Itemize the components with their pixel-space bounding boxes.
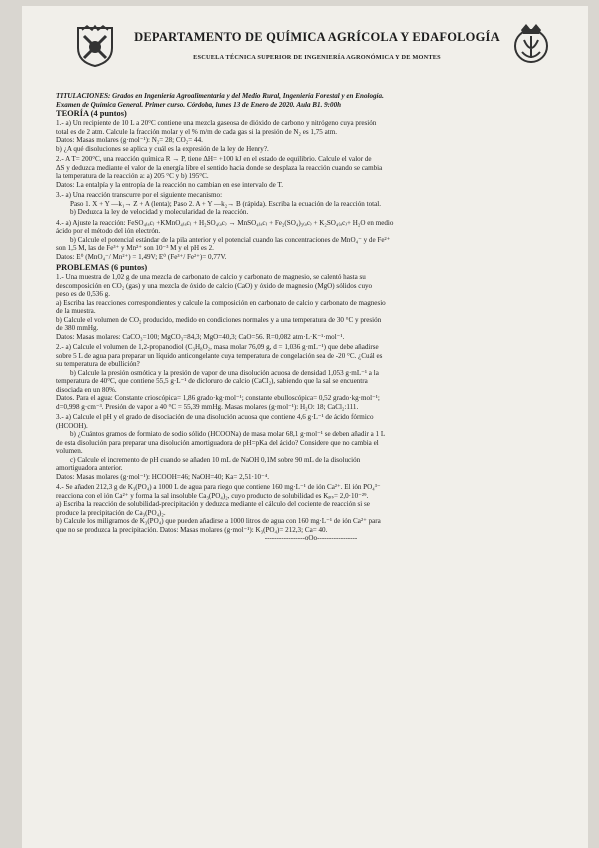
page-header xyxy=(22,6,588,78)
text-line: descomposición en CO₂ (gas) y una mezcla de óxido de calcio (CaO) y óxido de magnesio (MgO) sólidos cuyo xyxy=(56,281,373,290)
text-line: Datos: La entalpía y la entropía de la reacción no cambian en ese intervalo de T. xyxy=(56,180,284,189)
text-line: b) ¿Cuántos gramos de formiato de sodio sólido (HCOONa) de masa molar 68,1 g·mol⁻¹ se deben añadir a 1 L xyxy=(70,430,386,438)
text-line: total es de 2 atm. Calcule la fracción molar y el % m/m de cada gas si la presión de N₂ es 1,75 atm. xyxy=(56,127,338,136)
text-line: 4.- Se añaden 212,3 g de K₃(PO₄) a 1000 L de agua para riego que contiene 160 mg·L⁻¹ de ión Ca²⁺. El ión PO₄³⁻ xyxy=(56,483,381,491)
text-line: Datos: E⁰ (MnO₄⁻/ Mn²⁺) = 1,49V; E⁰ (Fe³⁺/ Fe²⁺)= 0,77V. xyxy=(56,252,227,261)
text-line: (HCOOH). xyxy=(56,421,88,430)
text-line: su temperatura de ebullición? xyxy=(56,360,140,368)
problemas-block xyxy=(56,273,566,543)
titulaciones-line: TITULACIONES: Grados en Ingeniería Agroalimentaria y del Medio Rural, Ingeniería Forestal y en Enología. xyxy=(56,92,384,100)
text-line: b) Calcule la presión osmótica y la presión de vapor de una disolución acuosa de densidad 1,053 g·mL⁻¹ a la xyxy=(70,368,379,377)
text-line: de esta disolución para preparar una disolución amortiguadora de pH=pKa del ácido? Considere que no cambia el xyxy=(56,438,379,447)
text-line: 2.- A T= 200°C, una reacción química R → P, tiene ΔH= +100 kJ en el estado de equilibrio. Calcule el valor de xyxy=(56,155,372,163)
text-line: 3.- a) Una reacción transcurre por el siguiente mecanismo: xyxy=(56,191,223,199)
text-line: sobre 5 L de agua para preparar un líquido anticongelante cuya temperatura de congelación sea de -20 °C. ¿Cuál es xyxy=(56,351,383,360)
exam-content xyxy=(56,92,566,543)
text-line: 1.- Una muestra de 1,02 g de una mezcla de carbonato de calcio y carbonato de magnesio, se calentó hasta su xyxy=(56,273,366,281)
text-line: temperatura de 40°C, que contiene 55,5 g·L⁻¹ de dicloruro de calcio (CaCl₂), sabiendo que la sal se encuentra xyxy=(56,377,368,385)
teoria-heading: TEORÍA (4 puntos) xyxy=(56,109,127,118)
text-line: 2.- a) Calcule el volumen de 1,2-propanodiol (C₃H₈O₂, masa molar 76,09 g, d = 1,036 g·mL⁻¹) que debe añadirse xyxy=(56,343,379,351)
text-line: c) Calcule el incremento de pH cuando se añaden 10 mL de NaOH 0,1M sobre 90 mL de la disolución xyxy=(70,455,361,464)
text-line: a) Escriba la reacción de solubilidad-precipitación y deduzca mediante el cálculo del cociente de reacción si se xyxy=(56,500,370,508)
text-line: b) Calcule el volumen de CO₂ producido, medido en condiciones normales y a una temperatura de 30 °C y presión xyxy=(56,315,382,324)
text-line: peso es de 0,536 g. xyxy=(56,290,110,298)
text-line: ácido por el método del ión electrón. xyxy=(56,227,161,235)
problemas-heading: PROBLEMAS (6 puntos) xyxy=(56,263,148,272)
text-line: 1.- a) Un recipiente de 10 L a 20°C contiene una mezcla gaseosa de dióxido de carbono y nitrógeno cuya presión xyxy=(56,119,377,127)
text-line: la temperatura de la reacción a: a) 205 °C y b) 195°C. xyxy=(56,172,209,180)
text-line: son 1,5 M, las de Fe³⁺ y Mn²⁺ son 10⁻³ M y el pH es 2. xyxy=(56,244,214,252)
exam-page xyxy=(22,6,588,848)
text-line: reacciona con el ión Ca²⁺ y forma la sal insoluble Ca₃(PO₄)₂, cuyo producto de solubilidad es Kₚₛ= 2,0·10⁻²⁹. xyxy=(56,491,369,500)
text-line: b) ¿A qué disoluciones se aplica y cuál es la expresión de la ley de Henry?. xyxy=(56,144,269,153)
text-line: Datos: Masas molares (g·mol⁻¹): HCOOH=46; NaOH=40; Ka= 2,51·10⁻⁴. xyxy=(56,472,270,481)
school-crest-icon xyxy=(510,22,552,66)
text-line: b) Calcule el potencial estándar de la pila anterior y el potencial cuando las concentraciones de MnO₄⁻ y de Fe²⁺ xyxy=(70,235,391,244)
text-line: produce la precipitación de Ca₃(PO₄)₂. xyxy=(56,508,166,517)
exam-info-line: Examen de Química General. Primer curso. Córdoba, lunes 13 de Enero de 2020. Aula B1. 9:00h xyxy=(56,100,342,109)
university-crest-icon xyxy=(74,24,116,68)
school-title: ESCUELA TÉCNICA SUPERIOR DE INGENIERÍA AGRONÓMICA Y DE MONTES xyxy=(193,54,441,61)
text-line: Datos: Masas molares (g·mol⁻¹): N₂= 28; CO₂= 44. xyxy=(56,136,203,144)
text-line: volumen. xyxy=(56,447,83,455)
text-line: 3.- a) Calcule el pH y el grado de disociación de una disolución acuosa que contiene 4,6 g·L⁻¹ de ácido fórmico xyxy=(56,413,374,421)
text-line: Datos: Masas molares: CaCO₃=100; MgCO₃=84,3; MgO=40,3; CaO=56. R=0,082 atm·L·K⁻¹·mol⁻¹. xyxy=(56,332,345,341)
text-line: que no se produzca la precipitación. Datos: Masas molares (g·mol⁻¹): K₃(PO₄)= 212,3; Ca= 40. xyxy=(56,525,328,534)
text-line: a) Escriba las reacciones correspondientes y calcule la composición en carbonato de calcio y carbonato de magnesio xyxy=(56,298,386,307)
text-line: de 380 mmHg. xyxy=(56,324,99,332)
teoria-block xyxy=(56,119,566,261)
department-title: DEPARTAMENTO DE QUÍMICA AGRÍCOLA Y EDAFOLOGÍA xyxy=(134,30,500,44)
end-marker: -----------------oOo----------------- xyxy=(264,534,358,542)
text-line: 4.- a) Ajuste la reacción: FeSO₄₍ₐc₎ +KMnO₄₍ₐc₎ + H₂SO₄₍ₐc₎ → MnSO₄₍ₐc₎ + Fe₂(SO₄)₃₍ₐc₎ + K₂SO₄₍ₐc₎+ H₂O en medio xyxy=(56,218,394,227)
text-line: amortiguadora anterior. xyxy=(56,464,123,472)
text-line: ΔS y deduzca mediante el valor de la energía libre el sentido hacia donde se desplaza la reacción cuando se cambia xyxy=(56,163,383,172)
text-line: b) Deduzca la ley de velocidad y molecularidad de la reacción. xyxy=(70,208,249,216)
text-line: Paso 1. X + Y —k₁→ Z + A (lenta); Paso 2. A + Y —k₂→ B (rápida). Escriba la ecuación de la reacción total. xyxy=(70,199,381,208)
text-line: b) Calcule los miligramos de K₃(PO₄) que pueden añadirse a 1000 litros de agua con 160 mg·L⁻¹ de ión Ca²⁺ para xyxy=(56,517,381,525)
text-line: d=0,998 g·cm⁻³. Presión de vapor a 40 °C = 55,39 mmHg. Masas molares (g·mol⁻¹): H₂O: 18; CaCl₂:111. xyxy=(56,402,359,411)
text-line: disociada en un 80%. xyxy=(56,385,117,394)
text-line: de la muestra. xyxy=(56,307,96,315)
text-line: Datos. Para el agua: Constante crioscópica= 1,86 grado·kg·mol⁻¹; constante ebulloscópica= 0,52 grado·kg·mol⁻¹; xyxy=(56,394,380,402)
